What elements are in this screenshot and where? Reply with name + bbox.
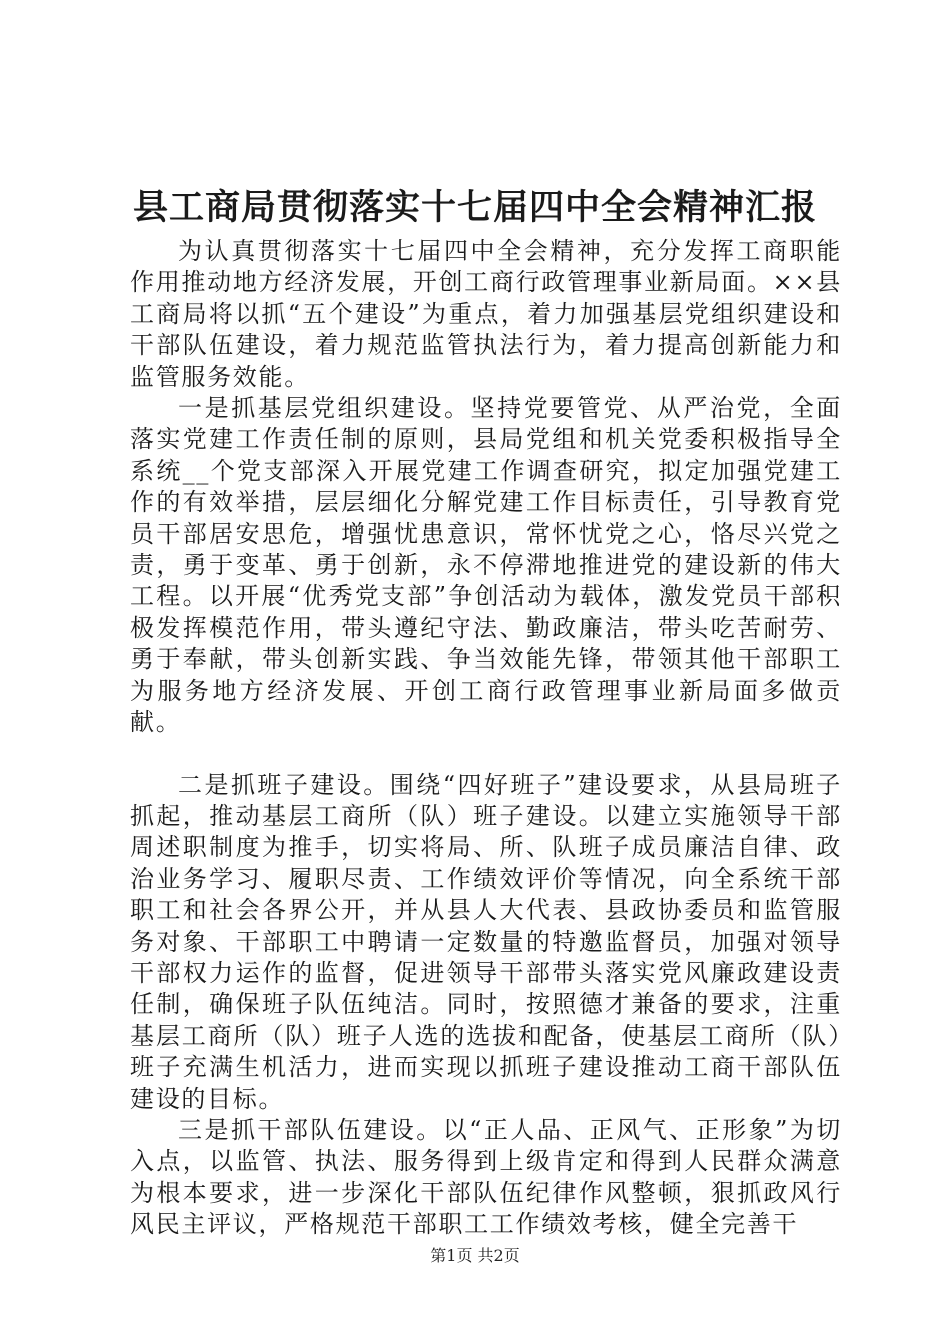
paragraph-cadre-team: 三是抓干部队伍建设。以“正人品、正风气、正形象”为切入点，以监管、执法、服务得到上级肯定和得到人民群众满意为根本要求，进一步深化干部队伍纪律作风整顿，狠抓政风行风民主评议，严格规范干部职工工作绩效考核，健全完善干 — [130, 1115, 842, 1239]
paragraph-leadership-team: 二是抓班子建设。围绕“四好班子”建设要求，从县局班子抓起，推动基层工商所（队）班子建设。以建立实施领导干部周述职制度为推手，切实将局、所、队班子成员廉洁自律、政治业务学习、履职尽责、工作绩效评价等情况，向全系统干部职工和社会各界公开，并从县人大代表、县政协委员和监管服务对象、干部职工中聘请一定数量的特邀监督员，加强对领导干部权力运作的监督，促进领导干部带头落实党风廉政建设责任制，确保班子队伍纯洁。同时，按照德才兼备的要求，注重基层工商所（队）班子人选的选拔和配备，使基层工商所（队）班子充满生机活力，进而实现以抓班子建设推动工商干部队伍建设的目标。 — [130, 770, 842, 1113]
page-footer: 第1页 共2页 — [430, 1246, 520, 1265]
paragraph-intro: 为认真贯彻落实十七届四中全会精神，充分发挥工商职能作用推动地方经济发展，开创工商行政管理事业新局面。××县工商局将以抓“五个建设”为重点，着力加强基层党组织建设和干部队伍建设，着力规范监管执法行为，着力提高创新能力和监管服务效能。 — [130, 237, 842, 391]
document-body — [130, 236, 842, 1241]
page-title: 县工商局贯彻落实十七届四中全会精神汇报 — [132, 187, 817, 228]
paragraph-party-building: 一是抓基层党组织建设。坚持党要管党、从严治党，全面落实党建工作责任制的原则，县局党组和机关党委积极指导全系统__个党支部深入开展党建工作调查研究，拟定加强党建工作的有效举措，层层细化分解党建工作目标责任，引导教育党员干部居安思危，增强忧患意识，常怀忧党之心，恪尽兴党之责，勇于变革、勇于创新，永不停滞地推进党的建设新的伟大工程。以开展“优秀党支部”争创活动为载体，激发党员干部积极发挥模范作用，带头遵纪守法、勤政廉洁，带头吃苦耐劳、勇于奉献，带头创新实践、争当效能先锋，带领其他干部职工为服务地方经济发展、开创工商行政管理事业新局面多做贡献。 — [130, 394, 842, 737]
